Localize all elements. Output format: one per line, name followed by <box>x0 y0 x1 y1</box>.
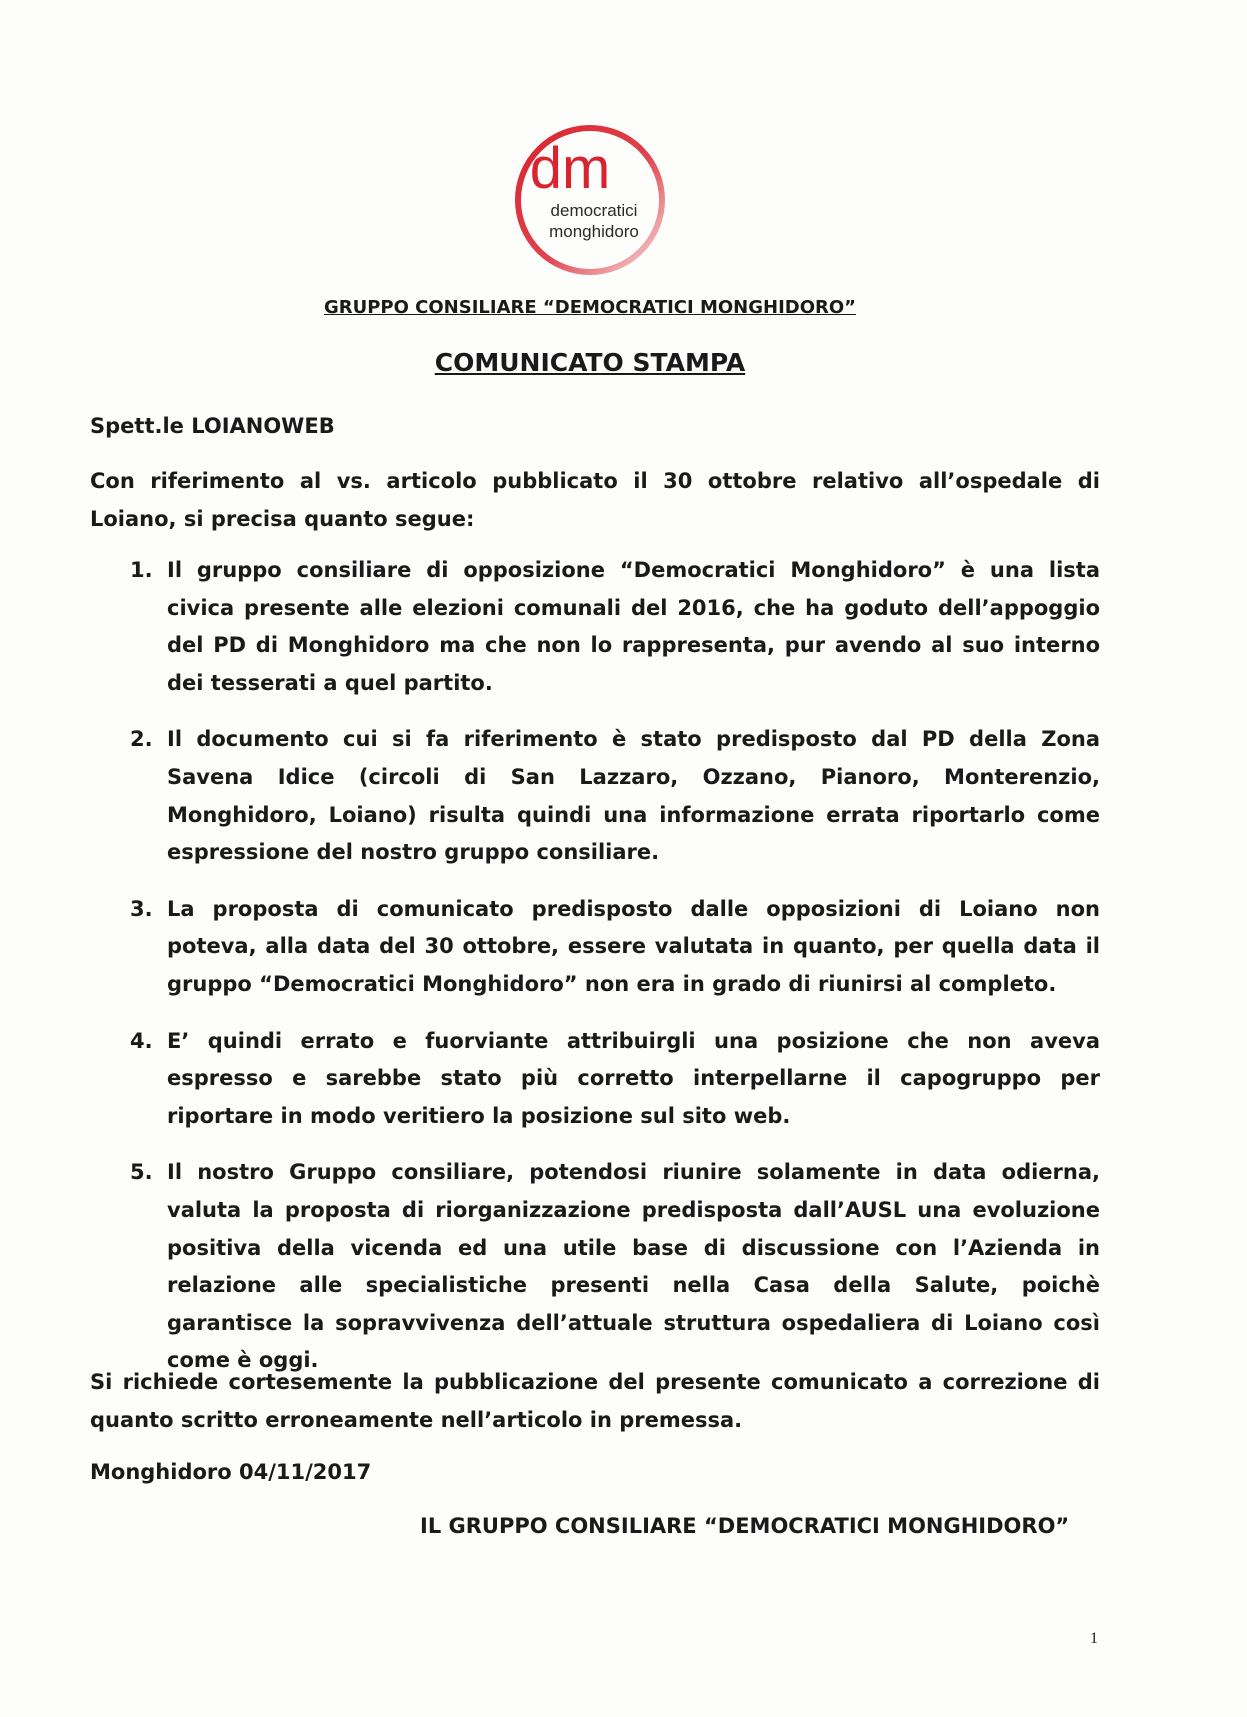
list-item <box>90 1154 1100 1380</box>
place-date: Monghidoro 04/11/2017 <box>90 1460 372 1484</box>
list-item-number: 3. <box>130 896 153 921</box>
list-item-number: 2. <box>130 727 153 752</box>
logo-line1: democratici <box>550 201 638 220</box>
list-item-text: Il gruppo consiliare di opposizione “Democratici Monghidoro” è una lista civica presente alle elezioni comunali del 2016, che ha goduto dell’appoggio del PD di Monghidoro ma che non lo rappresenta, pur avendo al suo interno dei tesserati a quel partito. <box>167 558 1100 695</box>
intro-paragraph: Con riferimento al vs. articolo pubblicato il 30 ottobre relativo all’ospedale di Loiano, si precisa quanto segue: <box>90 469 1100 531</box>
list-item-text: Il nostro Gruppo consiliare, potendosi riunire solamente in data odierna, valuta la proposta di riorganizzazione predisposta dall’AUSL una evoluzione positiva della vicenda ed una utile base di discussione con l’Azienda in relazione alle specialistiche presenti nella Casa della Salute, poichè garantisce la sopravvivenza dell’attuale struttura ospedaliera di Loiano così come è oggi. <box>167 1160 1100 1373</box>
points-list <box>90 552 1100 1399</box>
list-item-number: 5. <box>130 1160 153 1185</box>
list-item <box>90 891 1100 1004</box>
list-item-text: Il documento cui si fa riferimento è stato predisposto dal PD della Zona Savena Idice (circoli di San Lazzaro, Ozzano, Pianoro, Monterenzio, Monghidoro, Loiano) risulta quindi una informazione errata riportarlo come espressione del nostro gruppo consiliare. <box>167 727 1100 865</box>
list-item <box>90 552 1100 702</box>
logo-monogram: dm <box>529 136 611 201</box>
list-item-number: 4. <box>130 1028 153 1053</box>
signature: IL GRUPPO CONSILIARE “DEMOCRATICI MONGHIDORO” <box>420 1514 1070 1538</box>
list-item <box>90 721 1100 871</box>
list-item <box>90 1023 1100 1136</box>
closing-paragraph: Si richiede cortesemente la pubblicazione del presente comunicato a correzione di quanto scritto erroneamente nell’articolo in premessa. <box>90 1370 1100 1432</box>
democratici-monghidoro-logo <box>510 120 670 280</box>
document-title: COMUNICATO STAMPA <box>434 348 746 377</box>
org-header: GRUPPO CONSILIARE “DEMOCRATICI MONGHIDORO” <box>323 297 857 318</box>
page-number: 1 <box>1090 1630 1098 1647</box>
list-item-text: La proposta di comunicato predisposto dalle opposizioni di Loiano non poteva, alla data del 30 ottobre, essere valutata in quanto, per quella data il gruppo “Democratici Monghidoro” non era in grado di riunirsi al completo. <box>167 896 1100 996</box>
list-item-number: 1. <box>130 558 153 582</box>
list-item-text: E’ quindi errato e fuorviante attribuirgli una posizione che non aveva espresso e sarebbe stato più corretto interpellarne il capogruppo per riportare in modo veritiero la posizione sul sito web. <box>167 1028 1100 1128</box>
recipient: Spett.le LOIANOWEB <box>90 414 335 438</box>
logo-line2: monghidoro <box>549 222 639 241</box>
